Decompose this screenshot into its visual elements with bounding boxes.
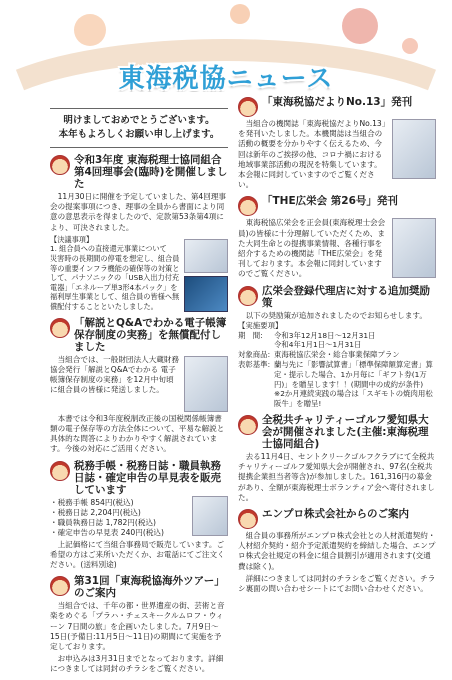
detail-value: 令和3年12月18日～12月31日 xyxy=(274,330,376,340)
greeting-line2: 本年もよろしくお願い申し上げます。 xyxy=(58,129,220,140)
article-title: 「東海税協だよりNo.13」発刊 xyxy=(262,96,413,108)
mascot-icon xyxy=(50,318,70,338)
incentive-details xyxy=(238,321,436,409)
article-body: 当組合の機関誌「東海税協だよりNo.13」を発刊いたしました。本機関誌は当組合の活動の概要を分かりやすく伝えるため、今回は新年のご挨拶の他、コロナ禍における地域事業部活動の現況を特集しています。本会報に同封していますのでご覧ください。 xyxy=(238,119,386,190)
article-title: 「解説とQ&Aでわかる電子帳簿保存制度の実務」を無償配付しました xyxy=(74,316,227,353)
article-incentive xyxy=(238,285,436,409)
magazine-cover-image xyxy=(392,218,436,278)
article-enpro xyxy=(238,508,436,594)
article-body: 当組合では、千年の都・世界遺産の街、芸術と音楽をめぐる「プラハ・チェスキークルムロフ・ウィーン 7日間の旅」を企画いたしました。7月9日～15日(予備日:11月5日～11日)の期間にて実施を予定しております。 xyxy=(50,601,225,652)
mascot-icon xyxy=(50,461,70,481)
detail-value: ※2か月連続実践の場合は「スギモトの焼肉用松阪牛」を贈呈! xyxy=(274,389,433,409)
article-body: お申込みは3月31日までとなっております。詳細につきましては同封のチラシをご覧ください。 xyxy=(50,654,224,674)
battery-pack-image xyxy=(184,276,228,312)
article-title: 第31回「東海税協海外ツアー」のご案内 xyxy=(74,575,225,600)
charger-image xyxy=(184,239,228,273)
article-body: 詳細につきましては同封のチラシをご覧ください。チラシ裏面の問い合わせシートにてお問い合わせください。 xyxy=(238,573,436,594)
left-column xyxy=(50,96,228,680)
article-body: 去る11月4日、セントクリークゴルフクラブにて全税共チャリティーゴルフ愛知県大会が開催され、97名(全税共提携企業担当者等含)が参加しました。161,316円の募金があり、全額が東海税理士ボランティア会へ寄付されました。 xyxy=(238,452,435,502)
article-intro: 以下の奨励策が追加されましたのでお知らせします。 xyxy=(245,310,428,320)
detail-value: 蘭与先に「影響試算書」「標準保障額算定書」算定・提示した場合、1か月毎に「ギフト券(1万円)」を贈呈します！！(期間中の成約が条件) xyxy=(274,360,433,389)
article-body: 上記価格にて当組合事務局で販売しています。ご希望の方はご来所いただくか、お電話にてご注文ください。(送料別途) xyxy=(50,539,225,570)
article-title: 「THE広栄会 第26号」発刊 xyxy=(262,195,398,208)
mascot-icon xyxy=(238,415,258,435)
greeting xyxy=(50,108,228,148)
article-body: 東海税協広栄会を正会員(東海税理士会会員)の皆様に十分理解していただくため、また大同生命との提携事業情報、各種行事を紹介するための機関誌「THE広栄会」を発刊しております。本会報に同封していますのでご覧ください。 xyxy=(238,218,386,279)
mascot-icon xyxy=(238,97,258,117)
article-newsletter xyxy=(238,96,436,190)
article-body: 11月30日に開催を予定していました、第4回理事会の提案事項につき、理事の全員から書面により同意の意思表示を得ましたので、定款第53条第4項により、可決されました。 xyxy=(50,192,227,232)
article-title: エンプロ株式会社からのご案内 xyxy=(262,508,409,521)
article-body: 当組合では、一般財団法人大蔵財務協会発行「解説とQ&Aでわかる 電子帳簿保存制度の実務」を12月中旬頃に組合員の皆様に発送しました。 xyxy=(50,354,180,395)
article-charity-golf xyxy=(238,414,436,503)
article-body: 組合員の事務所がエンプロ株式会社との人材派遣契約・人材紹介契約・紹介予定派遣契約を締結した場合、エンプロ株式会社規定の料金に組合員割引が適用されます(交通費は除く)。 xyxy=(238,531,436,571)
greeting-line1: 明けましておめでとうございます。 xyxy=(63,115,215,126)
detail-key xyxy=(238,389,274,409)
article-title: 広栄会登録代理店に対する追加奨励策 xyxy=(262,284,430,309)
header-banner xyxy=(0,0,452,92)
detail-value: 令和4年1月1日～1月31日 xyxy=(274,340,362,350)
detail-key: 表彰基準: xyxy=(238,360,271,370)
article-body: 本書では令和3年度税制改正後の国税関係帳簿書類の電子保存等の方法全体について、平易な解説と具体的な問答によりわかりやすく解説されています。今後の対応にご活用ください。 xyxy=(50,413,225,454)
mascot-icon xyxy=(50,576,70,596)
article-koeikai-magazine xyxy=(238,195,436,279)
article-title: 全税共チャリティーゴルフ愛知県大会が開催されました(主催:東海税理士協同組合) xyxy=(262,414,429,451)
mascot-icon xyxy=(238,509,258,529)
article-tax-diary xyxy=(50,460,228,571)
page-title: 東海税協ニュース xyxy=(118,64,334,92)
detail-key: 期 間: xyxy=(238,330,263,340)
price-list xyxy=(50,498,189,538)
price-item: ・確定申告の早見表 240円(税込) xyxy=(50,527,164,537)
mascot-icon xyxy=(50,155,70,175)
right-column xyxy=(238,96,436,599)
price-item: ・税務日誌 2,204円(税込) xyxy=(50,507,141,517)
price-item: ・税務手帳 854円(税込) xyxy=(50,497,134,507)
article-board-meeting xyxy=(50,154,228,312)
article-title: 税務手帳・税務日誌・職員執務日誌・確定申告の早見表を販売しています xyxy=(74,459,221,496)
detail-key: 対象商品: xyxy=(238,350,271,360)
detail-value: 東海税協広栄会・総合事業保障プラン xyxy=(274,350,400,360)
article-title: 令和3年度 東海税理士協同組合第4回理事会(臨時)を開催しました xyxy=(74,154,228,190)
price-item: ・職員執務日誌 1,782円(税込) xyxy=(50,517,157,527)
mascot-icon xyxy=(238,286,258,306)
article-ebook-storage xyxy=(50,317,228,455)
resolution-body: 1. 組合員への直接還元事業について 災害時の長期間の停電を想定し、組合員等の重要インフラ機能の確保等の対策として、パナソニックの「USB入出力付充電器」「エネループ単3形4本パック」を福利厚生事業として、組合員の皆様へ無償配付することといたしました。 xyxy=(50,244,180,311)
newsletter-cover-image xyxy=(392,119,436,179)
article-overseas-tour xyxy=(50,575,228,674)
mascot-icon xyxy=(238,196,258,216)
diary-image xyxy=(192,496,228,536)
detail-key xyxy=(238,340,274,350)
resolution-heading: 【決議事項】 xyxy=(50,234,94,244)
details-heading: 【実施要項】 xyxy=(238,320,283,330)
book-cover-image xyxy=(184,356,228,412)
